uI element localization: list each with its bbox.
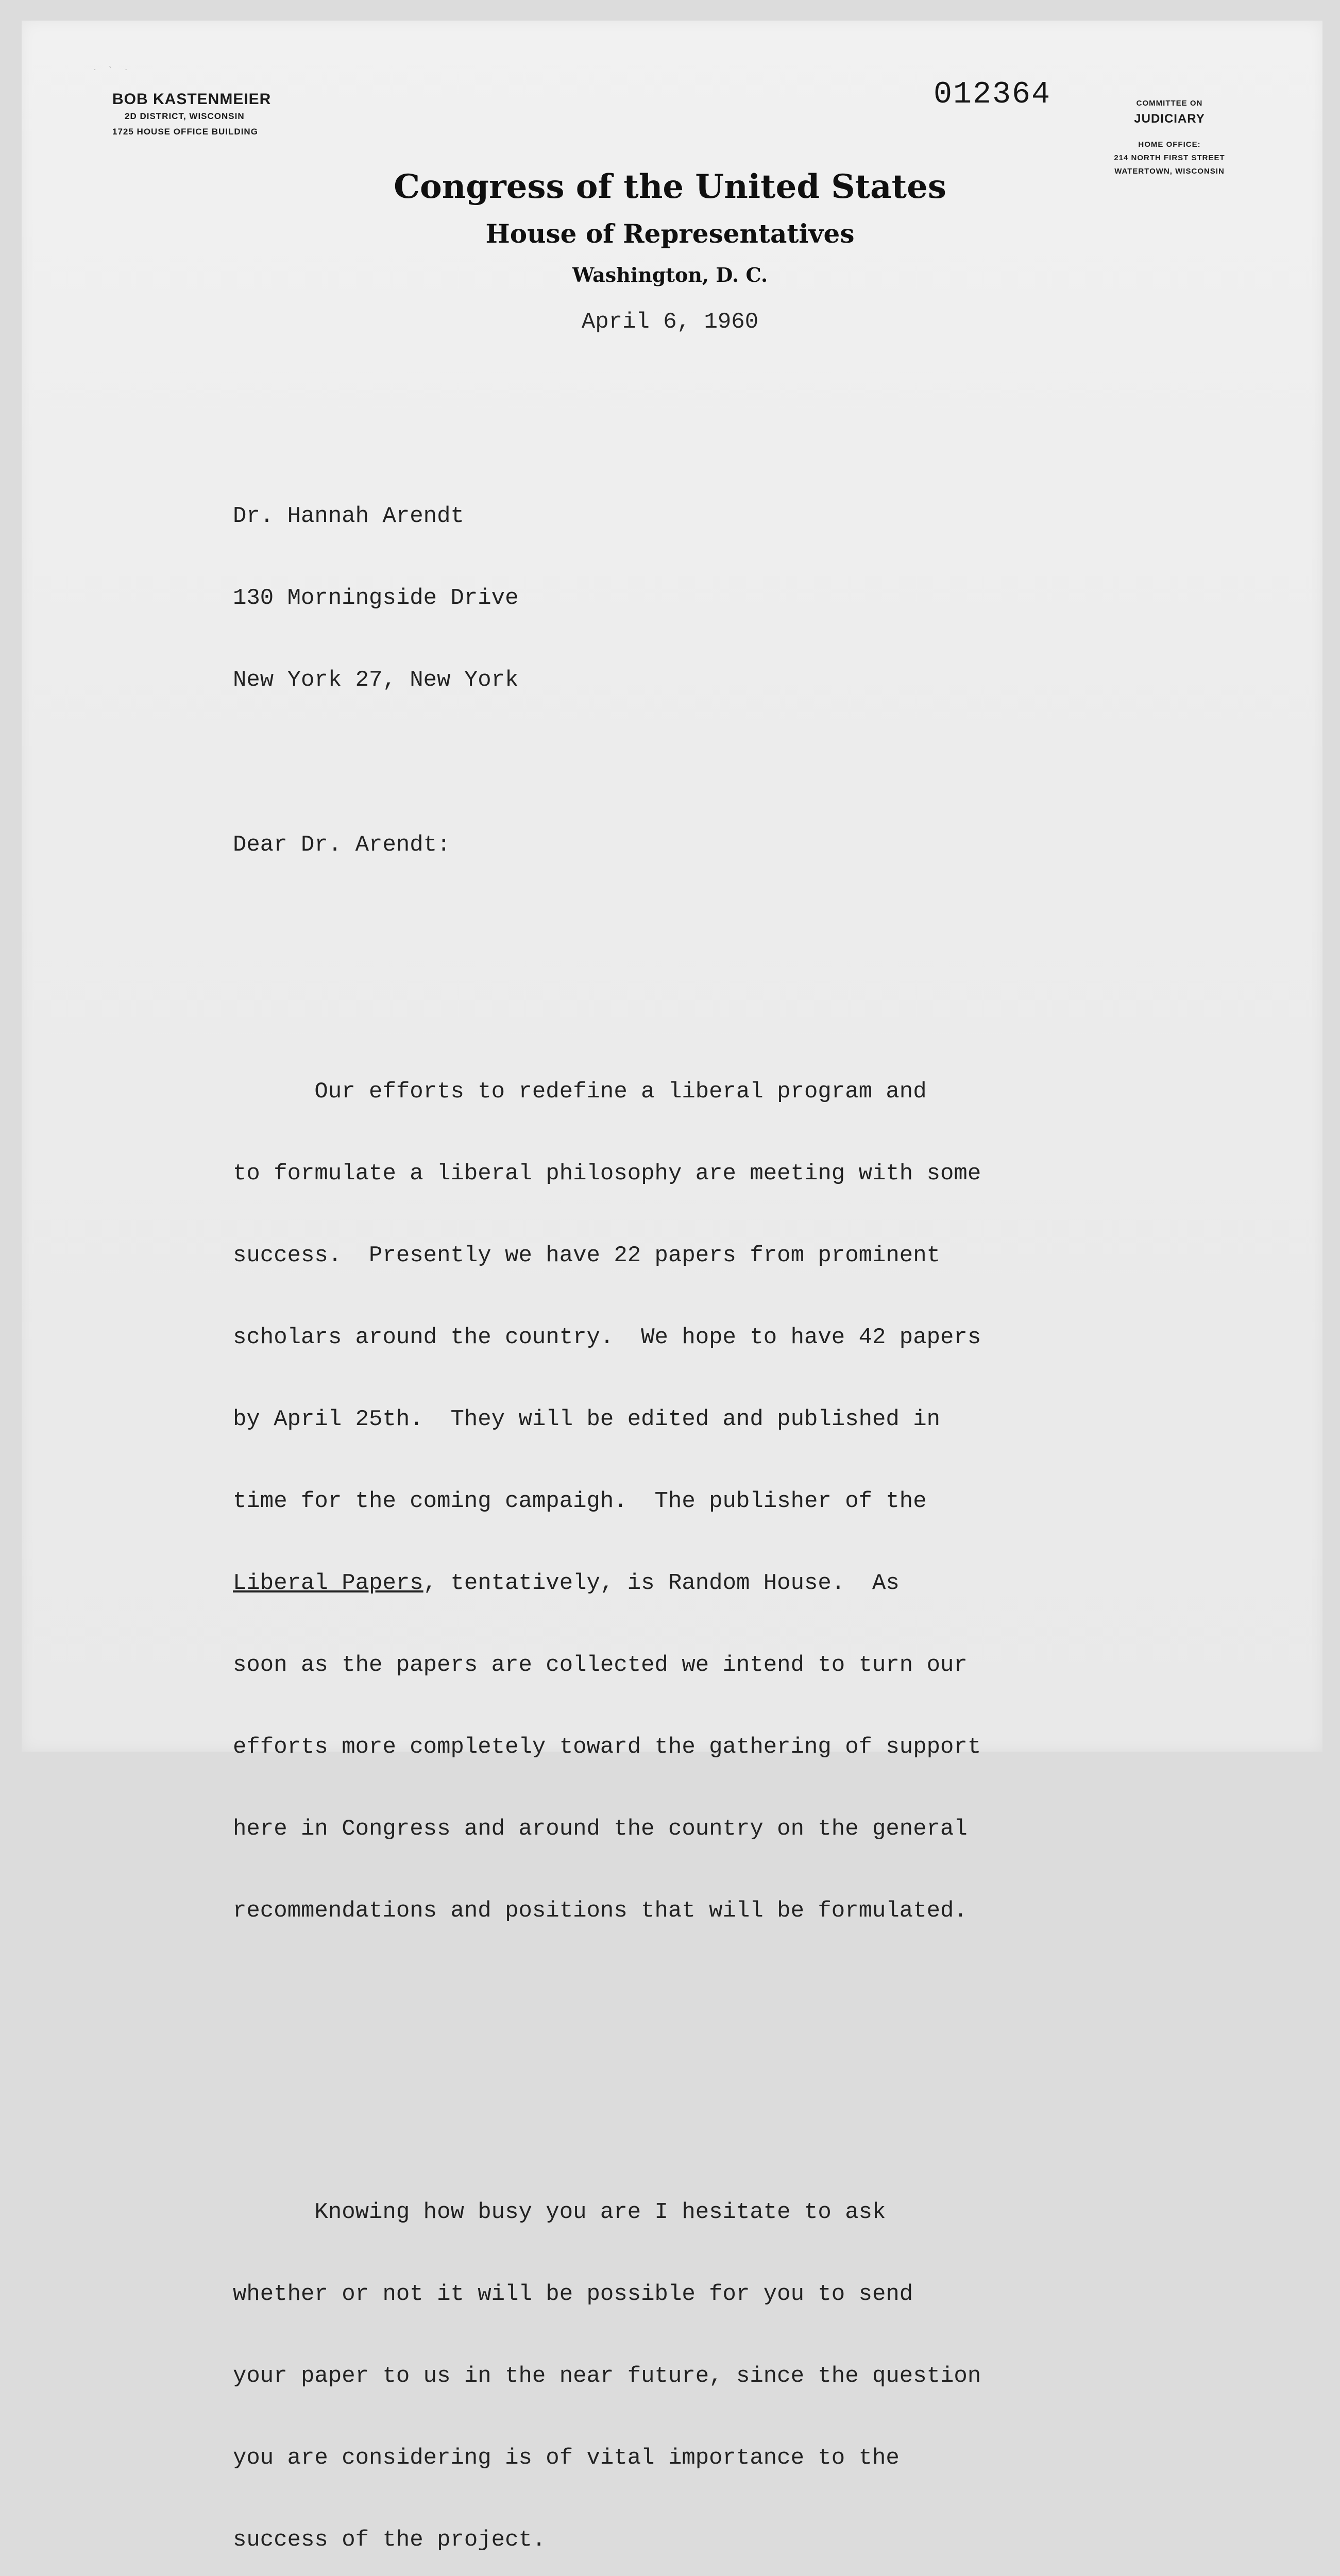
scan-marks: · ` · (94, 66, 132, 74)
text-line: time for the coming campaigh. The publisher of the (233, 1488, 927, 1514)
congress-heading: Congress of the United States (394, 167, 946, 206)
underlined-title: Liberal Papers (233, 1570, 423, 1596)
text-line: soon as the papers are collected we intend to turn our (233, 1652, 968, 1678)
sender-name: BOB KASTENMEIER (112, 91, 272, 108)
text-line: success of the project. (233, 2527, 546, 2553)
home-office-label: HOME OFFICE: (1138, 140, 1201, 149)
text-line: whether or not it will be possible for you to send (233, 2281, 913, 2307)
sender-block (112, 90, 271, 140)
recipient-street: 130 Morningside Drive (233, 585, 519, 611)
paragraph-2 (233, 2144, 1022, 2576)
recipient-city: New York 27, New York (233, 667, 519, 693)
text-line: you are considering is of vital importance to the (233, 2445, 900, 2471)
text-line: by April 25th. They will be edited and published in (233, 1406, 941, 1432)
text-line: success. Presently we have 22 papers from prominent (233, 1243, 941, 1268)
text-line: efforts more completely toward the gathering of support (233, 1734, 981, 1760)
house-heading: House of Representatives (485, 218, 855, 249)
letter-date: April 6, 1960 (581, 309, 759, 335)
document-number: 012364 (934, 77, 1051, 112)
text-line: recommendations and positions that will be formulated. (233, 1898, 968, 1924)
letterhead-title (0, 162, 1340, 294)
text-line: here in Congress and around the country on the general (233, 1816, 968, 1842)
letter-body (233, 448, 1022, 2576)
home-office-city: WATERTOWN, WISCONSIN (1114, 167, 1225, 176)
text-line (233, 1570, 1022, 1597)
sender-district: 2D DISTRICT, WISCONSIN (125, 111, 245, 121)
text-line-rest: , tentatively, is Random House. As (423, 1570, 900, 1596)
text-line: scholars around the country. We hope to have 42 papers (233, 1325, 981, 1350)
city-heading: Washington, D. C. (572, 263, 768, 286)
paragraph-1 (233, 1024, 1022, 1979)
salutation: Dear Dr. Arendt: (233, 832, 451, 858)
recipient-name: Dr. Hannah Arendt (233, 503, 464, 529)
text-line: your paper to us in the near future, since the question (233, 2363, 981, 2389)
sender-office: 1725 HOUSE OFFICE BUILDING (112, 127, 258, 137)
text-line: Knowing how busy you are I hesitate to ask (233, 2199, 886, 2225)
committee-name: JUDICIARY (1134, 112, 1205, 126)
text-line: Our efforts to redefine a liberal program and (233, 1079, 927, 1105)
home-office-street: 214 NORTH FIRST STREET (1114, 154, 1225, 162)
text-line: to formulate a liberal philosophy are meeting with some (233, 1161, 981, 1187)
committee-label: COMMITTEE ON (1136, 99, 1203, 108)
